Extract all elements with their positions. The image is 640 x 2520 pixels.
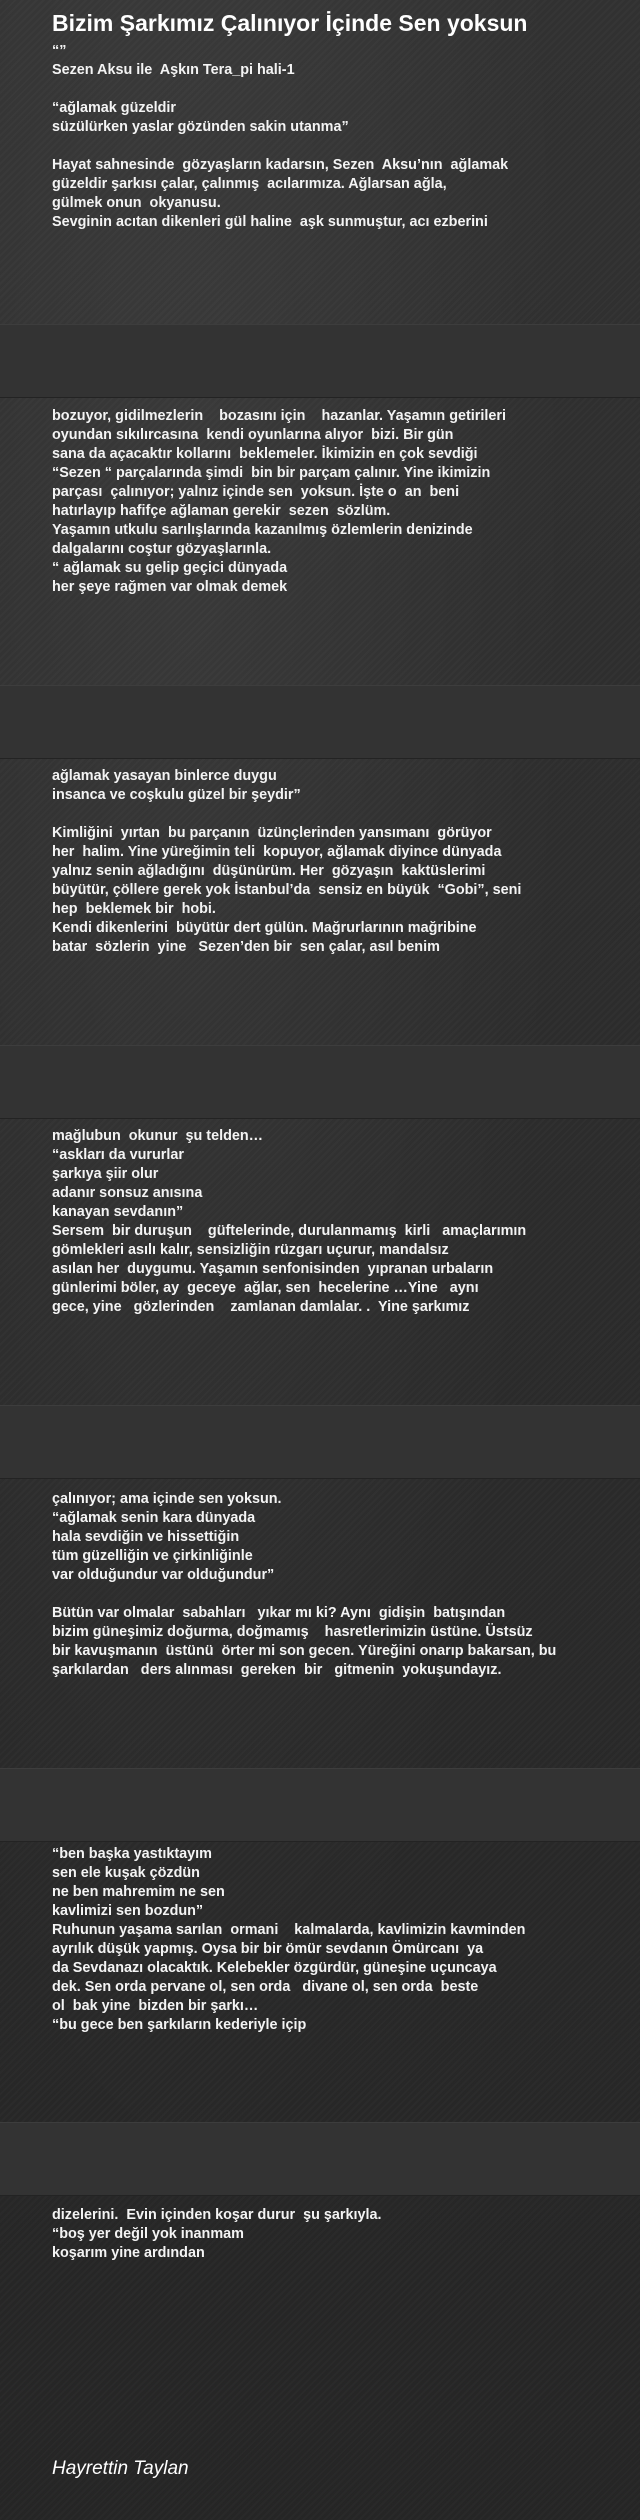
divider-band [0, 685, 640, 759]
poem-line: “askları da vururlar [52, 1147, 184, 1163]
poem-line: dalgalarını coştur gözyaşlarınla. [52, 541, 272, 557]
poem-line: batar sözlerin yine Sezen’den bir sen çalar, asıl benim [52, 939, 440, 955]
poem-line: tüm güzelliğin ve çirkinliğinle [52, 1548, 253, 1564]
poem-line: Bütün var olmalar sabahları yıkar mı ki? Aynı gidişin batışından [52, 1605, 506, 1621]
poem-line: şarkıya şiir olur [52, 1166, 159, 1182]
poem-line: gülmek onun okyanusu. [52, 195, 221, 211]
text-block [52, 2206, 632, 2263]
poem-line: çalınıyor; ama içinde sen yoksun. [52, 1491, 282, 1507]
poem-line [52, 805, 632, 824]
poem-line: Kimliğini yırtan bu parçanın üzünçlerinden yansımanı görüyor [52, 825, 492, 841]
text-block [52, 407, 632, 597]
poem-line: ne ben mahremim ne sen [52, 1884, 225, 1900]
poem-line [52, 80, 632, 99]
poem-line: dizelerini. Evin içinden koşar durur şu şarkıyla. [52, 2207, 382, 2223]
text-block [52, 42, 632, 232]
poem-line [52, 137, 632, 156]
poem-line: sana da açacaktır kollarını beklemeler. İkimizin en çok sevdiği [52, 446, 478, 462]
poem-line: bir kavuşmanın üstünü örter mi son gecen. Yüreğini onarıp bakarsan, bu [52, 1643, 557, 1659]
poem-line: hep beklemek bir hobi. [52, 901, 216, 917]
poem-line: asılan her duygumu. Yaşamın senfonisinden yıpranan urbaların [52, 1261, 494, 1277]
poem-line: bizim güneşimiz doğurma, doğmamış hasretlerimizin üstüne. Üstsüz [52, 1624, 533, 1640]
poem-line: “boş yer değil yok inanmam [52, 2226, 244, 2242]
poem-line: her halim. Yine yüreğimin teli kopuyor, ağlamak diyince dünyada [52, 844, 502, 860]
author-signature: Hayrettin Taylan [52, 2458, 189, 2479]
poem-line: “ben başka yastıktayım [52, 1846, 212, 1862]
poem-line: dek. Sen orda pervane ol, sen orda divane ol, sen orda beste [52, 1979, 479, 1995]
poem-line: “Sezen “ parçalarında şimdi bin bir parçam çalınır. Yine ikimizin [52, 465, 491, 481]
poem-line [52, 1585, 632, 1604]
divider-band [0, 1768, 640, 1842]
poem-line: bozuyor, gidilmezlerin bozasını için hazanlar. Yaşamın getirileri [52, 408, 506, 424]
poem-line: Kendi dikenlerini büyütür dert gülün. Mağrurlarının mağribine [52, 920, 477, 936]
poem-line: hala sevdiğin ve hissettiğin [52, 1529, 240, 1545]
poem-line: Sezen Aksu ile Aşkın Tera_pi hali-1 [52, 62, 295, 78]
poem-line: mağlubun okunur şu telden… [52, 1128, 264, 1144]
poem-line: Hayat sahnesinde gözyaşların kadarsın, Sezen Aksu’nın ağlamak [52, 157, 509, 173]
poem-line: Sevginin acıtan dikenleri gül haline aşk sunmuştur, acı ezberini [52, 214, 488, 230]
divider-band [0, 2122, 640, 2196]
divider-band [0, 324, 640, 398]
poem-line: “ağlamak senin kara dünyada [52, 1510, 256, 1526]
poem-line: var olduğundur var olduğundur” [52, 1567, 275, 1583]
poem-line: “ağlamak güzeldir [52, 100, 176, 116]
poem-line: sen ele kuşak çözdün [52, 1865, 200, 1881]
poem-line: kanayan sevdanın” [52, 1204, 184, 1220]
poem-line: “ ağlamak su gelip geçici dünyada [52, 560, 288, 576]
poem-line: günlerimi böler, ay geceye ağlar, sen hecelerine …Yine aynı [52, 1280, 479, 1296]
poem-line: yalnız senin ağladığını düşünürüm. Her gözyaşın kaktüslerimi [52, 863, 486, 879]
poem-title: Bizim Şarkımız Çalınıyor İçinde Sen yoksun [52, 10, 528, 36]
poem-line: ol bak yine bizden bir şarkı… [52, 1998, 259, 2014]
poem-line: Sersem bir duruşun güftelerinde, durulanmamış kirli amaçlarımın [52, 1223, 527, 1239]
poem-line: insanca ve coşkulu güzel bir şeydir” [52, 787, 301, 803]
poem-line: büyütür, çöllere gerek yok İstanbul’da sensiz en büyük “Gobi”, seni [52, 882, 522, 898]
poem-line: şarkılardan ders alınması gereken bir gitmenin yokuşundayız. [52, 1662, 502, 1678]
poem-line: güzeldir şarkısı çalar, çalınmış acılarımıza. Ağlarsan ağla, [52, 176, 447, 192]
text-block [52, 1127, 632, 1317]
poem-line: Ruhunun yaşama sarılan ormani kalmalarda, kavlimizin kavminden [52, 1922, 526, 1938]
poem-line: adanır sonsuz anısına [52, 1185, 203, 1201]
poem-line: koşarım yine ardından [52, 2245, 205, 2261]
poem-line: hatırlayıp hafifçe ağlaman gerekir sezen sözlüm. [52, 503, 391, 519]
poem-line: “” [52, 43, 67, 59]
poem-line: Yaşamın utkulu sarılışlarında kazanılmış özlemlerin denizinde [52, 522, 473, 538]
text-block [52, 1490, 632, 1680]
divider-band [0, 1045, 640, 1119]
text-block [52, 1845, 632, 2035]
poem-line: her şeye rağmen var olmak demek [52, 579, 288, 595]
poem-line: gece, yine gözlerinden zamlanan damlalar. . Yine şarkımız [52, 1299, 470, 1315]
poem-line: kavlimizi sen bozdun” [52, 1903, 204, 1919]
poem-line: ağlamak yasayan binlerce duygu [52, 768, 277, 784]
poem-line: oyundan sıkılırcasına kendi oyunlarına alıyor bizi. Bir gün [52, 427, 454, 443]
poem-line: gömlekleri asılı kalır, sensizliğin rüzgarı uçurur, mandalsız [52, 1242, 449, 1258]
text-block [52, 767, 632, 957]
poem-line: “bu gece ben şarkıların kederiyle içip [52, 2017, 307, 2033]
poem-line: da Sevdanazı olacaktık. Kelebekler özgürdür, güneşine uçuncaya [52, 1960, 497, 1976]
poem-line: parçası çalınıyor; yalnız içinde sen yoksun. İşte o an beni [52, 484, 460, 500]
poem-line: süzülürken yaslar gözünden sakin utanma” [52, 119, 349, 135]
divider-band [0, 1405, 640, 1479]
poem-line: ayrılık düşük yapmış. Oysa bir bir ömür sevdanın Ömürcanı ya [52, 1941, 484, 1957]
